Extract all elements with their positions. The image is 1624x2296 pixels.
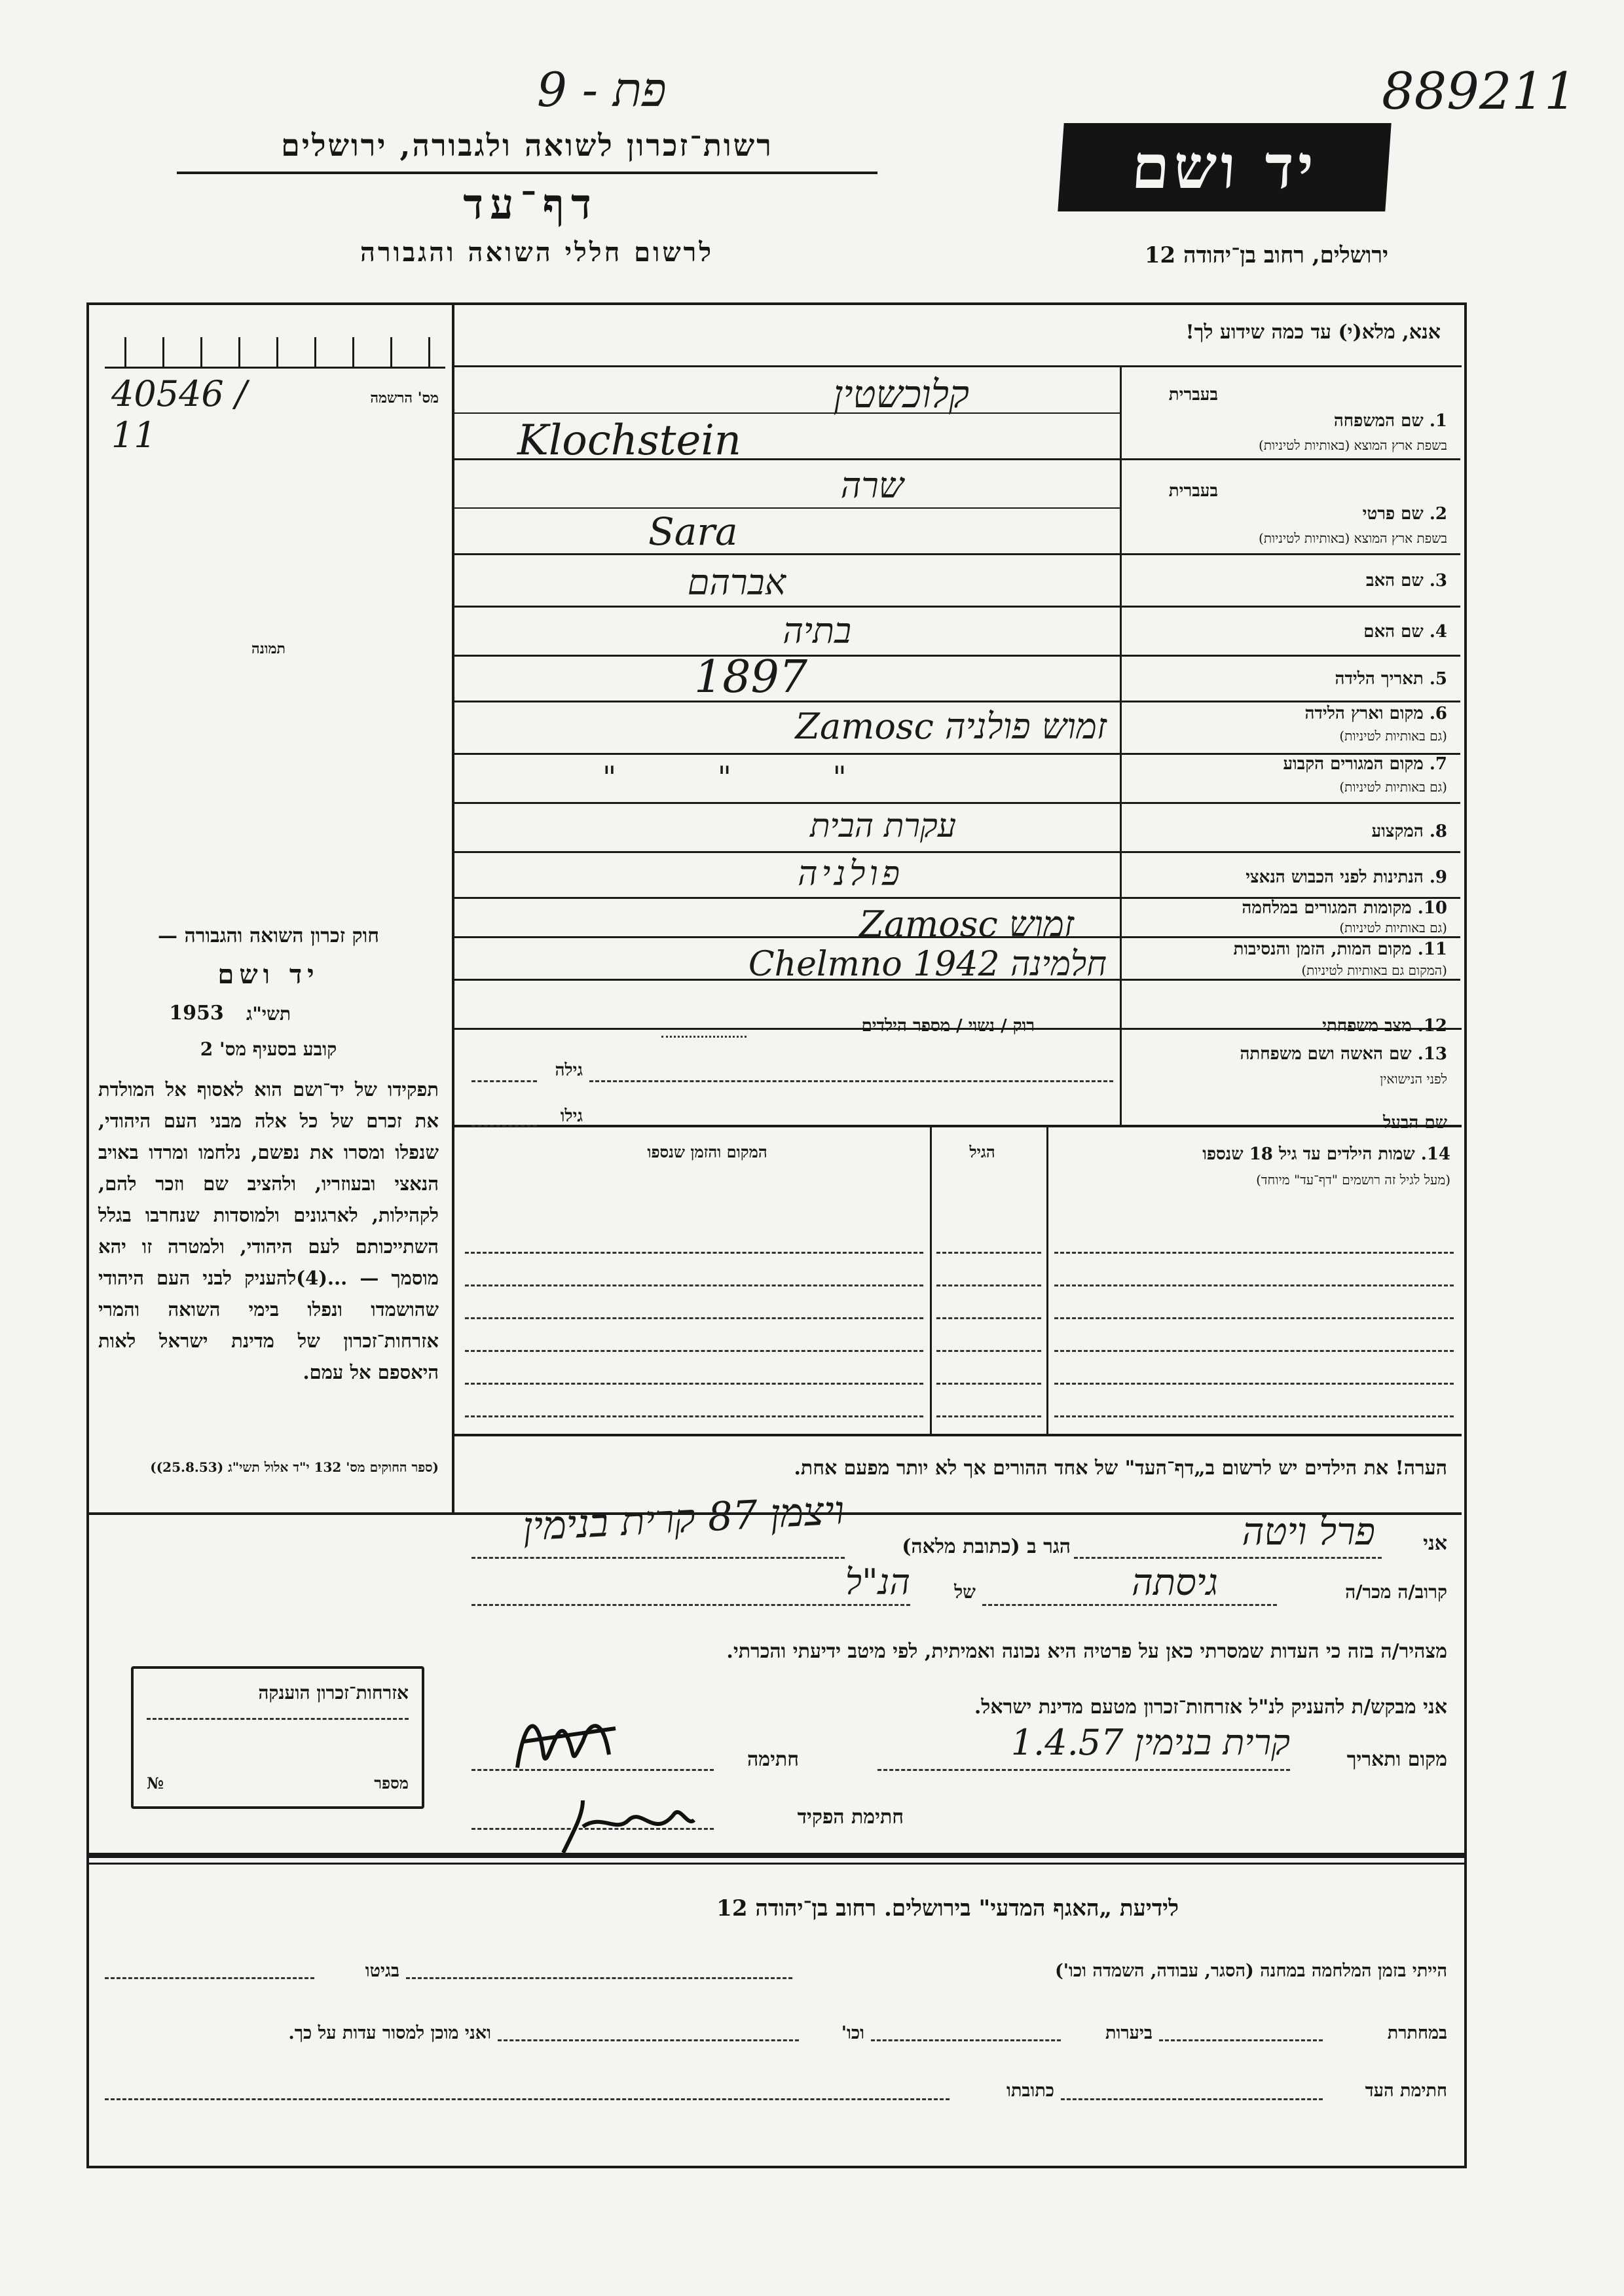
of-value: הנ"ל — [845, 1561, 910, 1603]
birth-date-value: 1897 — [694, 651, 808, 703]
form-subtitle: לרשום חללי השואה והגבורה — [360, 237, 714, 268]
family-name-label: 1. שם המשפחה — [1333, 411, 1447, 431]
wartime-place-sub: (גם באותיות לטיניות) — [1339, 920, 1447, 936]
declarant-i-label: אני — [1423, 1532, 1447, 1555]
law-text: תפקידו של יד־ושם הוא לאסוף אל המולדת את זכרם של כל אלה מבני העם היהודי, שנפלו ומסרו את נפשם, נלחמו ומרדו באויב הנאצי ובעוזריו, ולהציב שם וזכר להם, לקהילות, לארגונים ולמוסדות שנחרבו בגלל השתייכותם לעם היהודי, ולמטרה זו יהא מוסמך — ...(4)להעניק לבני העם היהודי שהושמדו ונפלו בימי השואה והמרי אזרחות־זכרון של מדינת ישראל לאות היאספם אל עמם. — [98, 1078, 439, 1383]
mother-name-label: 4. שם האם — [1363, 622, 1447, 642]
family-name-sub: בשפת ארץ המוצא (באותיות לטיניות) — [1259, 437, 1447, 453]
pre-war-value: פולניה — [798, 854, 904, 894]
registration-number: 40546 / 11 — [111, 373, 248, 456]
wartime-place-label: 10. מקומות המגורים במלחמה — [1242, 898, 1447, 918]
place-date-value: קרית בנימין 1.4.57 — [1010, 1722, 1290, 1763]
death-place-label: 11. מקום המות, הזמן והנסיבות — [1233, 939, 1447, 959]
family-name-hebrew-value: קלוכשטין — [833, 372, 969, 416]
intro-text: אנא, מלא(י) עד כמה שידוע לך! — [1185, 321, 1441, 344]
children-place-header: המקום והזמן שנספו — [647, 1142, 767, 1161]
footer-ghetto: בגיטו — [365, 1961, 399, 1981]
authority-name: רשות־זכרון לשואה ולגבורה, ירושלים — [281, 128, 773, 163]
note-text: הערה! את הילדים יש לרשום ב„דף־העד" של אחד ההורים אך לא יותר מפעם אחת. — [794, 1457, 1447, 1480]
birth-place-label: 6. מקום וארץ הלידה — [1304, 704, 1447, 723]
wife-name-sub: לפני הנישואין — [1380, 1071, 1447, 1087]
first-name-label: 2. שם פרטי — [1362, 504, 1447, 524]
footer-line1: הייתי בזמן המלחמה במחנה (הסגר, עבודה, השמדה וכו') — [1054, 1961, 1447, 1981]
header-address: ירושלים, רחוב בן־יהודה 12 — [1144, 242, 1388, 268]
law-name: יד ושם — [217, 959, 320, 990]
request-text: אני מבקש/ת להעניק לנ"ל אזרחות־זכרון מטעם מדינת ישראל. — [974, 1696, 1447, 1719]
law-title: חוק זכרון השואה והגבורה — — [158, 924, 379, 947]
wartime-place-value: זמוש Zamosc — [859, 903, 1074, 945]
form-title: דף־עד — [463, 180, 598, 229]
lang-hebrew-2: בעברית — [1168, 481, 1218, 501]
pre-war-label: 9. הנתינות לפני הכבוש הנאצי — [1246, 867, 1447, 887]
signature-label: חתימה — [747, 1748, 799, 1771]
footer-testimony: ואני מוכן למסור עדות על כך. — [288, 2023, 491, 2043]
first-name-latin-value: Sara — [648, 509, 738, 554]
declarant-address-label: הגר ב (כתובת מלאה) — [902, 1535, 1071, 1558]
wife-age-label: גילה — [555, 1061, 583, 1080]
first-name-sub: בשפת ארץ המוצא (באותיות לטיניות) — [1259, 530, 1447, 546]
children-sub: (מעל לגיל זה רושמים "דף־עד" מיוחד) — [1256, 1172, 1450, 1188]
place-date-label: מקום ותאריך — [1346, 1748, 1447, 1771]
residence-label: 7. מקום המגורים הקבוע — [1283, 754, 1447, 774]
relation-value: גיסתה — [1132, 1561, 1218, 1604]
father-name-label: 3. שם האב — [1365, 571, 1447, 591]
footer-title: לידיעת „האגף המדעי" בירושלים. רחוב בן־יהודה 12 — [716, 1895, 1179, 1922]
memorial-citizenship-box — [131, 1666, 424, 1809]
official-signature — [557, 1787, 701, 1859]
of-label: של — [954, 1581, 976, 1603]
death-place-sub: (המקום גם באותיות לטיניות) — [1301, 962, 1447, 978]
husband-age-label: גילו — [560, 1106, 583, 1126]
law-year: 1953 — [169, 1002, 224, 1025]
children-age-header: הגיל — [969, 1142, 995, 1161]
relation-label: קרוב/ה מכר/ה — [1345, 1581, 1447, 1603]
footer-underground: במחתרת — [1387, 2023, 1447, 2043]
footer-forests: ביערות — [1105, 2023, 1153, 2043]
registration-ticks — [124, 337, 432, 367]
logo-text: יד ושם — [1130, 132, 1320, 202]
stamp-box-title: אזרחות־זכרון הוענקה — [258, 1682, 409, 1704]
footer-witness-signature: חתימת העד — [1365, 2081, 1447, 2101]
footer-etc: וכו' — [841, 2023, 864, 2043]
declarant-name: פרל ויטה — [1242, 1509, 1375, 1554]
birth-place-value: זמוש פולניה Zamosc — [795, 706, 1107, 747]
marital-options: רוק / נשוי / מספר הילדים — [861, 1016, 1035, 1036]
photo-label: תמונה — [251, 640, 286, 657]
husband-name-label: שם הבעל — [1382, 1113, 1447, 1133]
mother-name-value: בתיה — [783, 610, 851, 651]
marital-status-label: 12. מצב משפחתי — [1322, 1016, 1447, 1036]
children-label: 14. שמות הילדים עד גיל 18 שנספו — [1202, 1144, 1450, 1164]
law-clause: קובע בסעיף מס' 2 — [200, 1038, 337, 1060]
lang-hebrew-1: בעברית — [1168, 385, 1218, 405]
residence-sub: (גם באותיות לטיניות) — [1339, 779, 1447, 795]
death-place-value: חלמינה 1942 Chelmno — [748, 945, 1107, 984]
yad-vashem-logo — [1058, 123, 1391, 211]
birth-date-label: 5. תאריך הלידה — [1335, 669, 1447, 689]
residence-value: " " " — [602, 759, 893, 795]
stamp-box-no: № — [147, 1774, 164, 1793]
family-name-latin-value: Klochstein — [517, 416, 741, 465]
declarant-signature — [504, 1696, 629, 1781]
profession-label: 8. המקצוע — [1371, 822, 1447, 841]
law-year-heb: תשי"ג — [246, 1003, 291, 1025]
stamp-box-number-label: מספר — [374, 1774, 409, 1793]
declaration-text: מצהיר/ה בזה כי העדות שמסרתי כאן על פרטיה היא נכונה ואמיתית, לפי מיטב ידיעתי והכרתי. — [726, 1640, 1447, 1663]
birth-place-sub: (גם באותיות לטיניות) — [1339, 728, 1447, 744]
handwritten-annotation: פת - 9 — [537, 62, 667, 117]
profession-value: עקרת הבית — [810, 807, 956, 845]
registration-label: מס' הרשמה — [370, 390, 439, 407]
archive-number: 889211 — [1382, 62, 1577, 121]
first-name-hebrew-value: שרה — [840, 465, 904, 506]
footer-witness-address: כתובתו — [1006, 2081, 1054, 2101]
official-signature-label: חתימת הפקיד — [797, 1806, 904, 1829]
declarant-address: ויצמן 87 קרית בנימין — [521, 1487, 846, 1550]
law-citation: (ספר החוקים מס' 132 י"ד אלול תשי"ג (25.8.53)) — [150, 1459, 439, 1475]
wife-name-label: 13. שם האשה ושם משפחתה — [1240, 1044, 1447, 1064]
father-name-value: אברהם — [687, 562, 786, 603]
